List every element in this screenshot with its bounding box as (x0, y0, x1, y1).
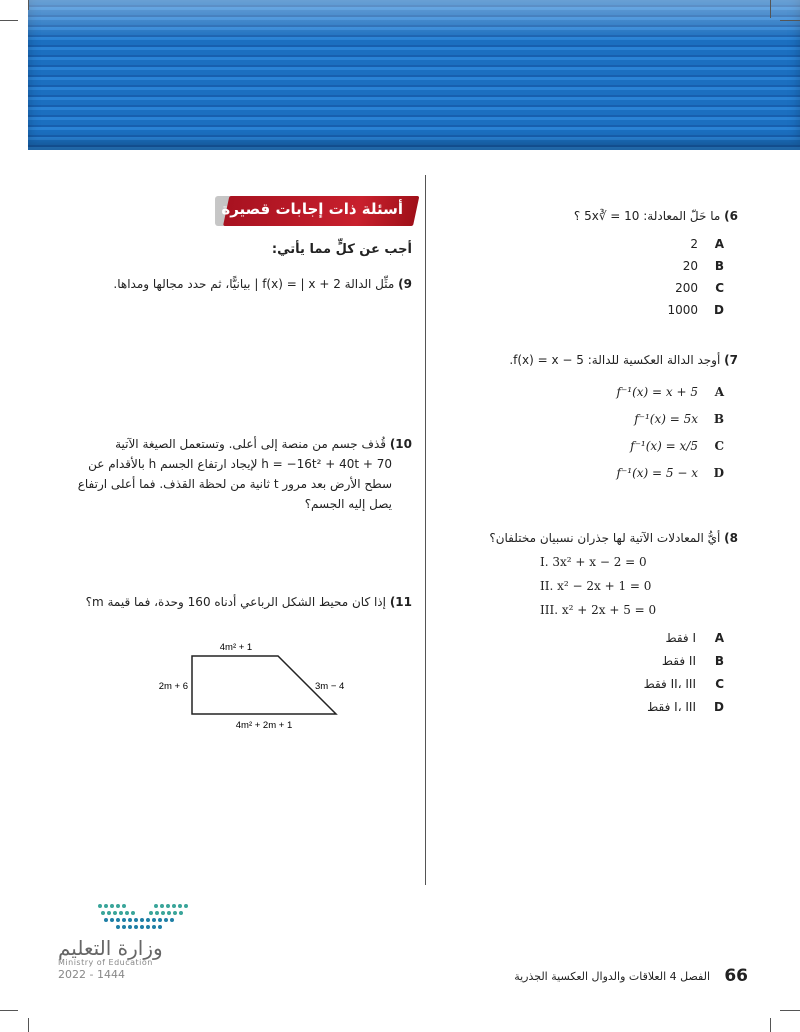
q6-options (604, 234, 724, 320)
crop-mark (0, 1010, 18, 1011)
question-7: 7) أوجد الدالة العكسية للدالة: f(x) = x − 5. (509, 353, 738, 367)
label-right: 3m − 4 (315, 681, 345, 692)
q7-option-b[interactable]: f⁻¹(x) = 5x B (634, 412, 724, 426)
q7-option-a[interactable]: f⁻¹(x) = x + 5 A (616, 385, 724, 399)
q8-options (584, 628, 724, 717)
section-header-title: أسئلة ذات إجابات قصيرة (221, 200, 403, 218)
q10-line-3: سطح الأرض بعد مرور t ثانية من لحظة القذف. فما أعلى ارتفاع (77, 477, 392, 491)
label-top: 4m² + 1 (219, 642, 253, 653)
ministry-name-en: Ministry of Education (58, 958, 153, 967)
page-number: 66 (724, 966, 748, 986)
q8-option-d[interactable]: D I، III فقط (647, 700, 724, 714)
q10-line-1: 10) قُذف جسم من منصة إلى أعلى. وتستعمل الصيغة الآتية (115, 437, 412, 451)
q8-equation-1: I. 3x² + x − 2 = 0 (540, 555, 647, 569)
section-header (215, 196, 413, 226)
q7-option-c[interactable]: f⁻¹(x) = x/5 C (630, 439, 724, 453)
q6-option-a[interactable]: 2 A (690, 237, 724, 251)
q10-line-2: h = −16t² + 40t + 70 لإيجاد ارتفاع الجسم h بالأقدام عن (88, 457, 392, 471)
ministry-name-ar: وزارة التعليم (58, 936, 163, 960)
crop-mark (770, 0, 771, 18)
q6-option-d[interactable]: 1000 D (667, 303, 724, 317)
label-bottom: 4m² + 2m + 1 (235, 720, 293, 731)
question-6: 6) ما حَلّ المعادلة: 10 = ∛5x ؟ (573, 209, 738, 223)
q6-option-b[interactable]: 20 B (682, 259, 724, 273)
question-11: 11) إذا كان محيط الشكل الرباعي أدناه 160 وحدة، فما قيمة m؟ (85, 595, 412, 609)
instructions: أجب عن كلٍّ مما يأتي: (271, 242, 412, 257)
q7-option-d[interactable]: f⁻¹(x) = 5 − x D (616, 466, 724, 480)
top-banner (28, 0, 800, 150)
question-10 (78, 434, 412, 514)
column-divider (425, 175, 426, 885)
crop-mark (780, 1010, 800, 1011)
question-9: 9) مثِّل الدالة f(x) = | x + 2 | بيانيًّا، ثم حدد مجالها ومداها. (113, 277, 412, 291)
q7-options (544, 382, 724, 483)
q8-equation-3: III. x² + 2x + 5 = 0 (540, 603, 657, 617)
question-8: 8) أيُّ المعادلات الآتية لها جذران نسبيان مختلفان؟ (489, 531, 738, 545)
q8-option-c[interactable]: C II، III فقط (643, 677, 724, 691)
q6-option-c[interactable]: 200 C (675, 281, 724, 295)
chapter-title: الفصل 4 العلاقات والدوال العكسية الجذرية (514, 970, 710, 983)
crop-mark (780, 20, 800, 21)
crop-mark (770, 1018, 771, 1032)
ministry-logo-icon (96, 898, 192, 932)
trapezoid-figure (150, 636, 370, 736)
q10-line-4: يصل إليه الجسم؟ (304, 497, 392, 511)
q8-equation-2: II. x² − 2x + 1 = 0 (540, 579, 652, 593)
ministry-year: 2022 - 1444 (58, 968, 125, 981)
q8-equations (540, 552, 656, 620)
crop-mark (28, 1018, 29, 1032)
q8-option-a[interactable]: A I فقط (665, 631, 724, 645)
q8-option-b[interactable]: B II فقط (661, 654, 724, 668)
label-left: 2m + 6 (158, 681, 188, 692)
crop-mark (28, 0, 29, 10)
crop-mark (0, 20, 18, 21)
